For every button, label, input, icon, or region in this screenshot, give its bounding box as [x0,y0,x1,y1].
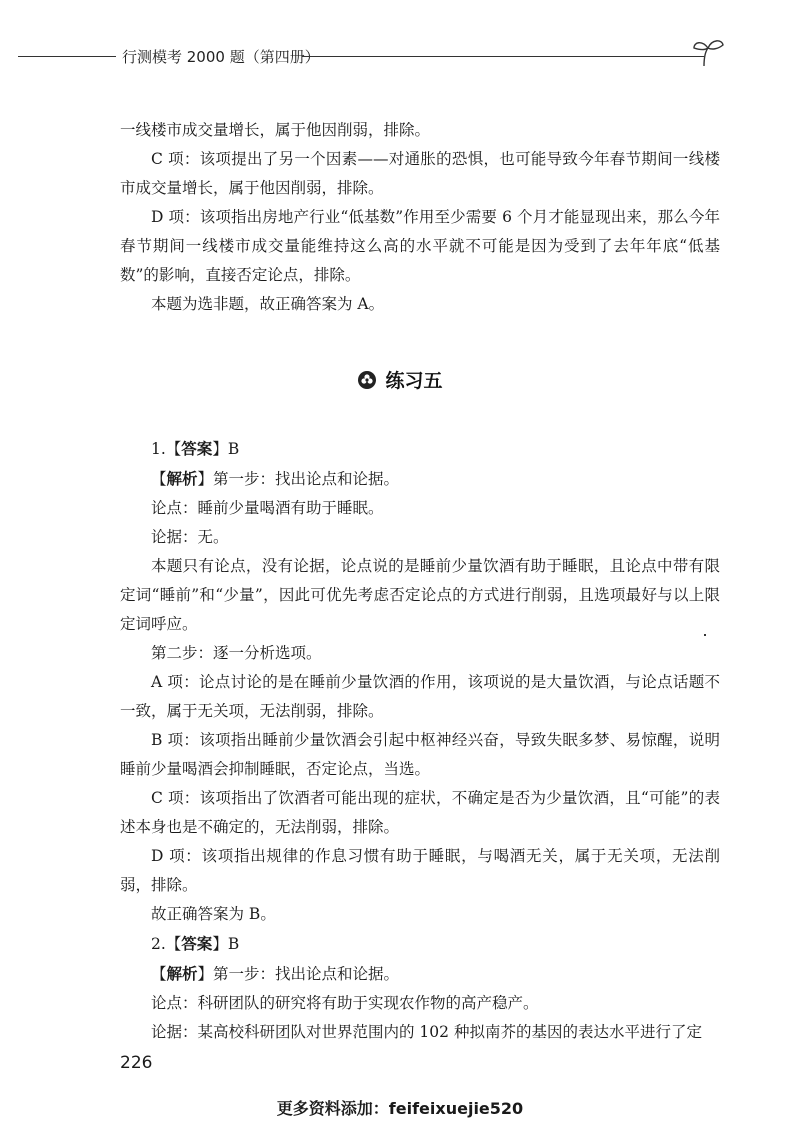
q2-answer-value: 】B [212,935,240,953]
paragraph: 故正确答案为 B。 [151,905,276,923]
q1-answer-value: 】B [212,440,240,458]
q1-answer-prefix: 1.【 [151,440,182,458]
paragraph: A 项：论点讨论的是在睡前少量饮酒的作用，该项说的是大量饮酒，与论点话题不一致，属于无关项，无法削弱，排除。 [120,673,720,720]
footer-note: 更多资料添加：feifeixuejie520 [276,1099,524,1118]
q2-analysis-label: 解析 [166,964,198,983]
section-heading [0,366,800,393]
q2-analysis-prefix: 【 [151,965,167,983]
q1-analysis-label: 解析 [166,469,198,488]
paragraph: 论据：无。 [151,528,229,546]
q1-answer-label: 答案 [181,439,213,458]
q2-analysis-text: 】第一步：找出论点和论据。 [197,965,400,983]
q2-answer [120,929,720,959]
paragraph: 论据：某高校科研团队对世界范围内的 102 种拟南芥的基因的表达水平进行了定 [151,1023,702,1041]
paragraph: D 项：该项指出规律的作息习惯有助于睡眠，与喝酒无关，属于无关项，无法削弱，排除。 [120,847,720,894]
q2-answer-label: 答案 [181,934,213,953]
paragraph: 论点：睡前少量喝酒有助于睡眠。 [151,499,384,517]
q2-answer-prefix: 2.【 [151,935,182,953]
page-number: 226 [120,1053,153,1073]
q1-analysis-prefix: 【 [151,470,167,488]
sprout-icon [690,36,726,70]
flower-icon [357,370,377,390]
q1-analysis [120,464,720,494]
section-title: 练习五 [385,370,443,392]
paragraph: D 项：该项指出房地产行业“低基数”作用至少需要 6 个月才能显现出来，那么今年春节期间一线楼市成交量能维持这么高的水平就不可能是因为受到了去年年底“低基数”的影响，直接否定论点，排除。 [120,208,720,284]
paragraph: 论点：科研团队的研究将有助于实现农作物的高产稳产。 [151,994,539,1012]
continued-text [120,116,720,319]
header-title: 行测模考 2000 题（第四册） [122,48,320,66]
scan-speck [704,634,706,636]
paragraph: B 项：该项指出睡前少量饮酒会引起中枢神经兴奋，导致失眠多梦、易惊醒，说明睡前少量喝酒会抑制睡眠，否定论点，当选。 [120,731,720,778]
header-rule-left [18,56,116,57]
q2-analysis [120,959,720,989]
running-header [18,38,718,78]
paragraph: 一线楼市成交量增长，属于他因削弱，排除。 [120,121,431,139]
q1-answer [120,434,720,464]
paragraph: 第二步：逐一分析选项。 [151,644,322,662]
paragraph: C 项：该项指出了饮酒者可能出现的症状，不确定是否为少量饮酒，且“可能”的表述本身也是不确定的，无法削弱，排除。 [120,789,720,836]
paragraph: 本题为选非题，故正确答案为 A。 [151,295,385,313]
header-rule-right [302,56,704,57]
paragraph: C 项：该项提出了另一个因素——对通胀的恐惧，也可能导致今年春节期间一线楼市成交量增长，属于他因削弱，排除。 [120,150,720,197]
q1-analysis-text: 】第一步：找出论点和论据。 [197,470,400,488]
exercise-answers [120,434,720,1047]
paragraph: 本题只有论点，没有论据，论点说的是睡前少量饮酒有助于睡眠，且论点中带有限定词“睡前”和“少量”，因此可优先考虑否定论点的方式进行削弱，且选项最好与以上限定词呼应。 [120,557,720,633]
